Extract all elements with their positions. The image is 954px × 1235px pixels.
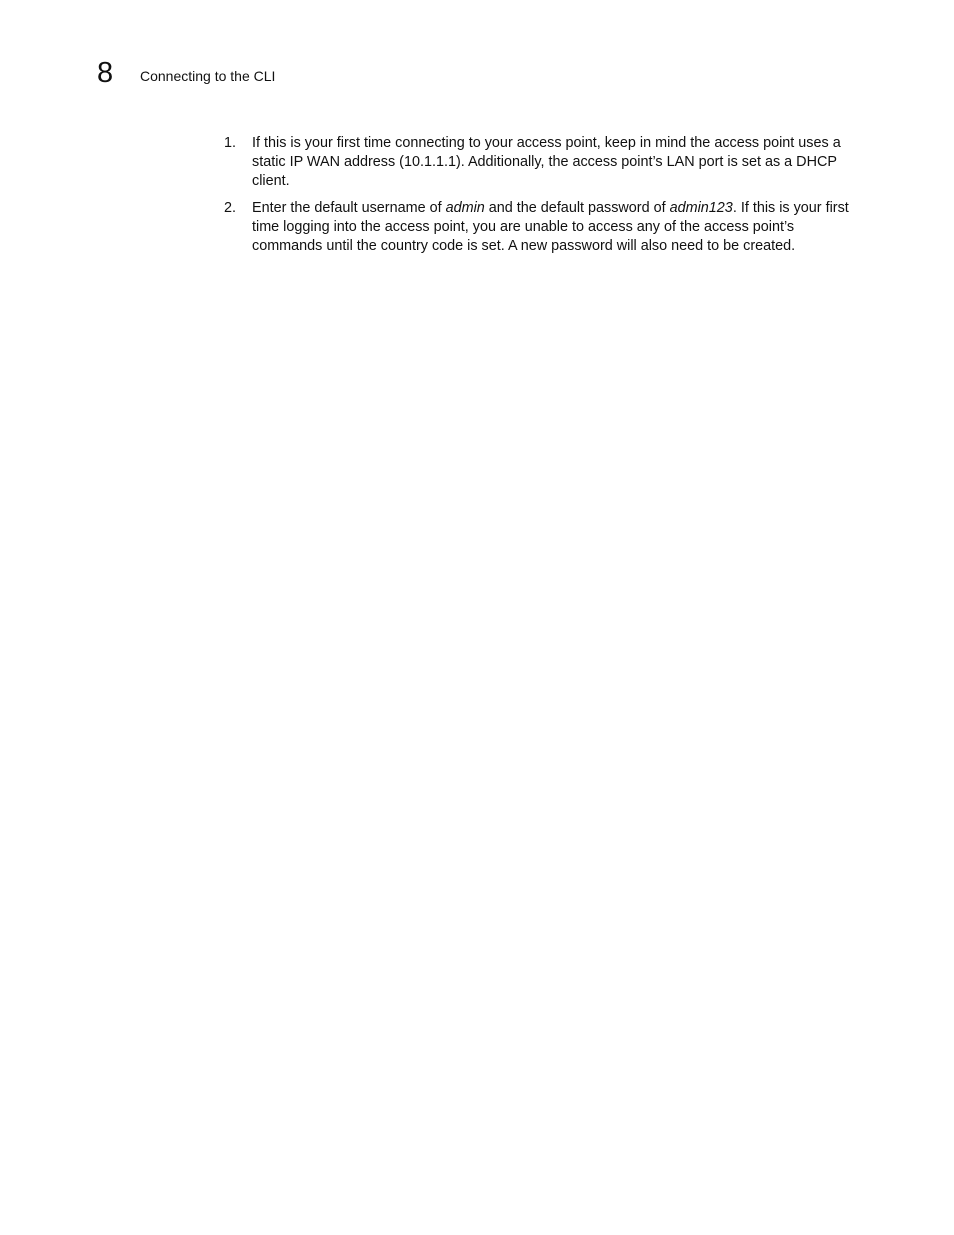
section-title: Connecting to the CLI [140,68,276,84]
step-text-part: and the default password of [484,200,670,216]
step-1 [224,134,864,191]
step-text [252,199,864,256]
steps-list [224,134,864,264]
default-password: admin123 [669,200,733,216]
step-text: If this is your first time connecting to your access point, keep in mind the access point uses a static IP WAN address (10.1.1.1). Additionally, the access point’s LAN port is set as a DHCP client. [252,135,841,189]
step-number: 1. [224,135,237,151]
step-2 [224,199,864,256]
step-number: 2. [224,200,237,216]
step-text-part: Enter the default username of [252,200,446,216]
step-text-part: . If this is your first time logging into the access point, you are unable to access any of the access point’s commands until the country code is set. A new password will also need to be created. [252,200,849,254]
chapter-number: 8 [97,57,114,89]
page-header [97,56,275,88]
default-username: admin [445,200,485,216]
